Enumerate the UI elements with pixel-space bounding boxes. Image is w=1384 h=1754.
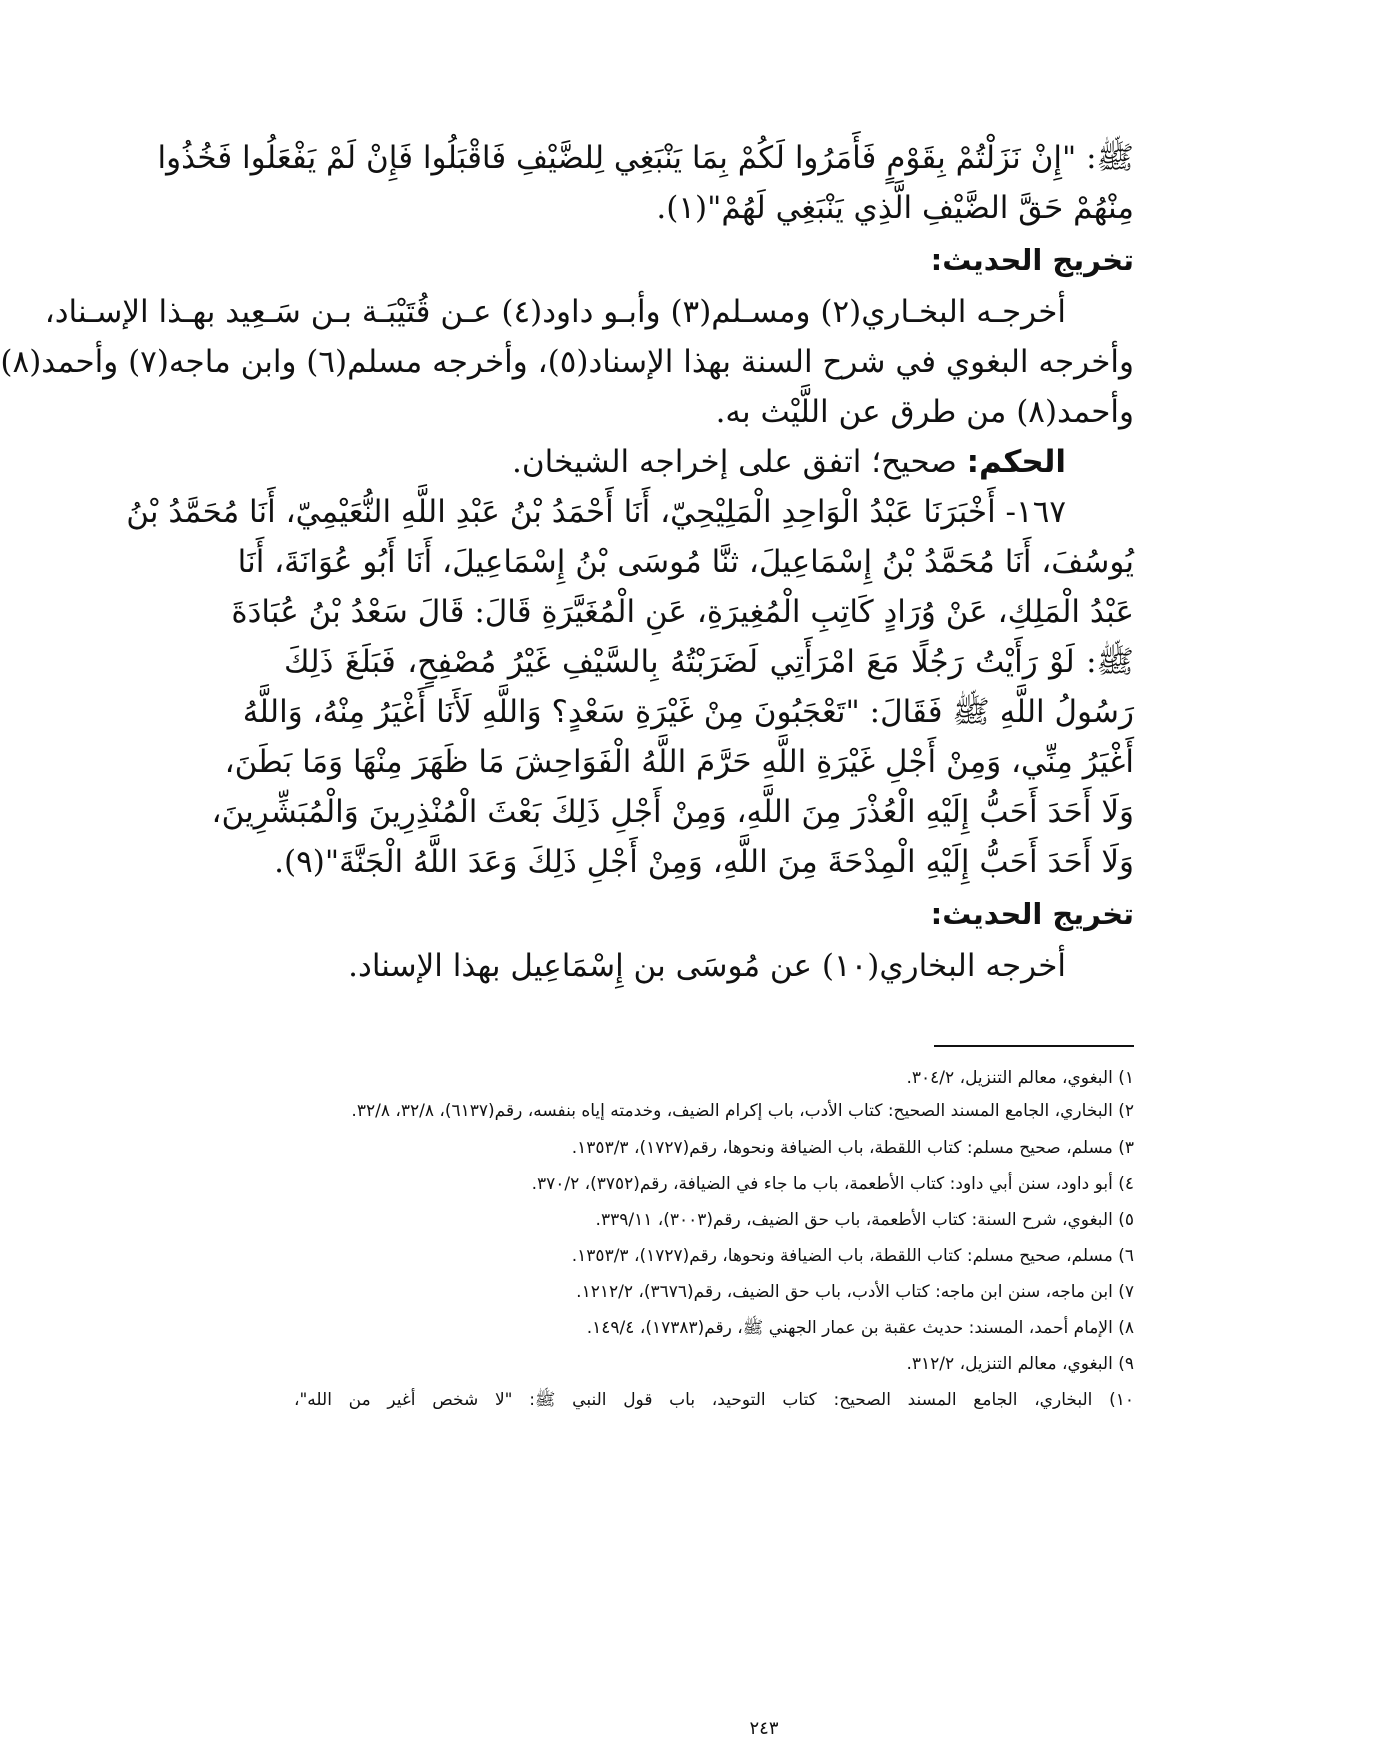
footnote: ٤) أبو داود، سنن أبي داود: كتاب الأطعمة، باب ما جاء في الضيافة، رقم(٣٧٥٢)، ٣٧٠/٢.: [531, 1174, 1134, 1194]
page-number: ٢٤٣: [749, 1718, 779, 1739]
footnote: ٧) ابن ماجه، سنن ابن ماجه: كتاب الأدب، باب حق الضيف، رقم(٣٦٧٦)، ١٢١٢/٢.: [576, 1282, 1134, 1302]
footnote-separator: [934, 1045, 1134, 1047]
text-line: عَبْدُ الْمَلِكِ، عَنْ وُرَادٍ كَاتِبِ الْمُغِيرَةِ، عَنِ الْمُغَيَّرَةِ قَالَ: قَالَ سَعْدُ بْنُ عُبَادَةَ: [231, 594, 1134, 630]
text-line: يُوسُفَ، أَنَا مُحَمَّدُ بْنُ إِسْمَاعِيلَ، ثنَّا مُوسَى بْنُ إِسْمَاعِيلَ، أَنَا أَبُو عُوَانَةَ، أَنَا: [237, 544, 1134, 580]
text-line: مِنْهُمْ حَقَّ الضَّيْفِ الَّذِي يَنْبَغِي لَهُمْ"(١).: [656, 190, 1134, 226]
text-line: وأحمد(٨) من طرق عن اللَّيْث به.: [715, 394, 1134, 430]
footnote: ٥) البغوي، شرح السنة: كتاب الأطعمة، باب حق الضيف، رقم(٣٠٠٣)، ٣٣٩/١١.: [595, 1210, 1134, 1230]
text-line: ﷺ: لَوْ رَأَيْتُ رَجُلًا مَعَ امْرَأَتِي لَضَرَبْتُهُ بِالسَّيْفِ غَيْرُ مُصْفِحٍ، فَبَلَغَ ذَلِكَ: [284, 644, 1134, 680]
text-line: رَسُولُ اللَّهِ ﷺ فَقَالَ: "تَعْجَبُونَ مِنْ غَيْرَةِ سَعْدٍ؟ وَاللَّهِ لَأَنَا أَغْيَرُ مِنْهُ، وَاللَّهُ: [242, 694, 1134, 730]
ruling-line: [284, 437, 1134, 487]
footnotes: [294, 1060, 1134, 1418]
text-line: وَلَا أَحَدَ أَحَبُّ إِلَيْهِ الْعُذْرَ مِنَ اللَّهِ، وَمِنْ أَجْلِ ذَلِكَ بَعْثَ الْمُنْذِرِينَ وَالْمُبَشِّرِينَ،: [211, 794, 1134, 830]
text-line: أخرجـه البخـاري(٢) ومسـلم(٣) وأبـو داود(٤) عـن قُتَيْبَـة بـن سَـعِيد بهـذا الإسـناد،: [44, 294, 1066, 330]
text-line: أخرجه البخاري(١٠) عن مُوسَى بن إِسْمَاعِيل بهذا الإسناد.: [348, 948, 1066, 984]
footnote: ٢) البخاري، الجامع المسند الصحيح: كتاب الأدب، باب إكرام الضيف، وخدمته إياه بنفسه، رقم(٦١٣٧)، ٣٢/٨، ٣٢/٨.: [351, 1101, 1134, 1121]
text-line: وَلَا أَحَدَ أَحَبُّ إِلَيْهِ الْمِدْحَةَ مِنَ اللَّهِ، وَمِنْ أَجْلِ ذَلِكَ وَعَدَ اللَّهُ الْجَنَّةَ"(٩).: [274, 844, 1134, 880]
footnote: ٩) البغوي، معالم التنزيل، ٣١٢/٢.: [906, 1354, 1134, 1374]
footnote: ٦) مسلم، صحيح مسلم: كتاب اللقطة، باب الضيافة ونحوها، رقم(١٧٢٧)، ١٣٥٣/٣.: [571, 1246, 1134, 1266]
section-heading: تخريج الحديث:: [930, 243, 1134, 277]
ruling-text: صحيح؛ اتفق على إخراجه الشيخان.: [512, 444, 967, 480]
ruling-label: الحكم:: [966, 444, 1066, 480]
footnote: ٣) مسلم، صحيح مسلم: كتاب اللقطة، باب الضيافة ونحوها، رقم(١٧٢٧)، ١٣٥٣/٣.: [571, 1138, 1134, 1158]
text-line: ﷺ: "إِنْ نَزَلْتُمْ بِقَوْمٍ فَأَمَرُوا لَكُمْ بِمَا يَنْبَغِي لِلضَّيْفِ فَاقْبَلُوا فَإِنْ لَمْ يَفْعَلُوا فَخُذُوا: [157, 140, 1134, 176]
text-line: وأخرجه البغوي في شرح السنة بهذا الإسناد(٥)، وأخرجه مسلم(٦) وابن ماجه(٧) وأحمد(٨): [0, 344, 1134, 380]
footnote: ١٠) البخاري، الجامع المسند الصحيح: كتاب التوحيد، باب قول النبي ﷺ: "لا شخص أغير من الله"،: [294, 1390, 1134, 1410]
footnote: ١) البغوي، معالم التنزيل، ٣٠٤/٢.: [906, 1068, 1134, 1088]
text-line: ١٦٧- أَخْبَرَنَا عَبْدُ الْوَاحِدِ الْمَلِيْحِيّ، أَنَا أَحْمَدُ بْنُ عَبْدِ اللَّهِ النُّعَيْمِيّ، أَنَا مُحَمَّدُ بْنُ: [126, 494, 1066, 530]
footnote: ٨) الإمام أحمد، المسند: حديث عقبة بن عمار الجهني ﷺ، رقم(١٧٣٨٣)، ١٤٩/٤.: [586, 1318, 1134, 1338]
main-text: [0, 133, 1134, 991]
section-heading: تخريج الحديث:: [930, 897, 1134, 931]
text-line: أَغْيَرُ مِنِّي، وَمِنْ أَجْلِ غَيْرَةِ اللَّهِ حَرَّمَ اللَّهُ الْفَوَاحِشَ مَا ظَهَرَ مِنْهَا وَمَا بَطَنَ،: [224, 744, 1134, 780]
